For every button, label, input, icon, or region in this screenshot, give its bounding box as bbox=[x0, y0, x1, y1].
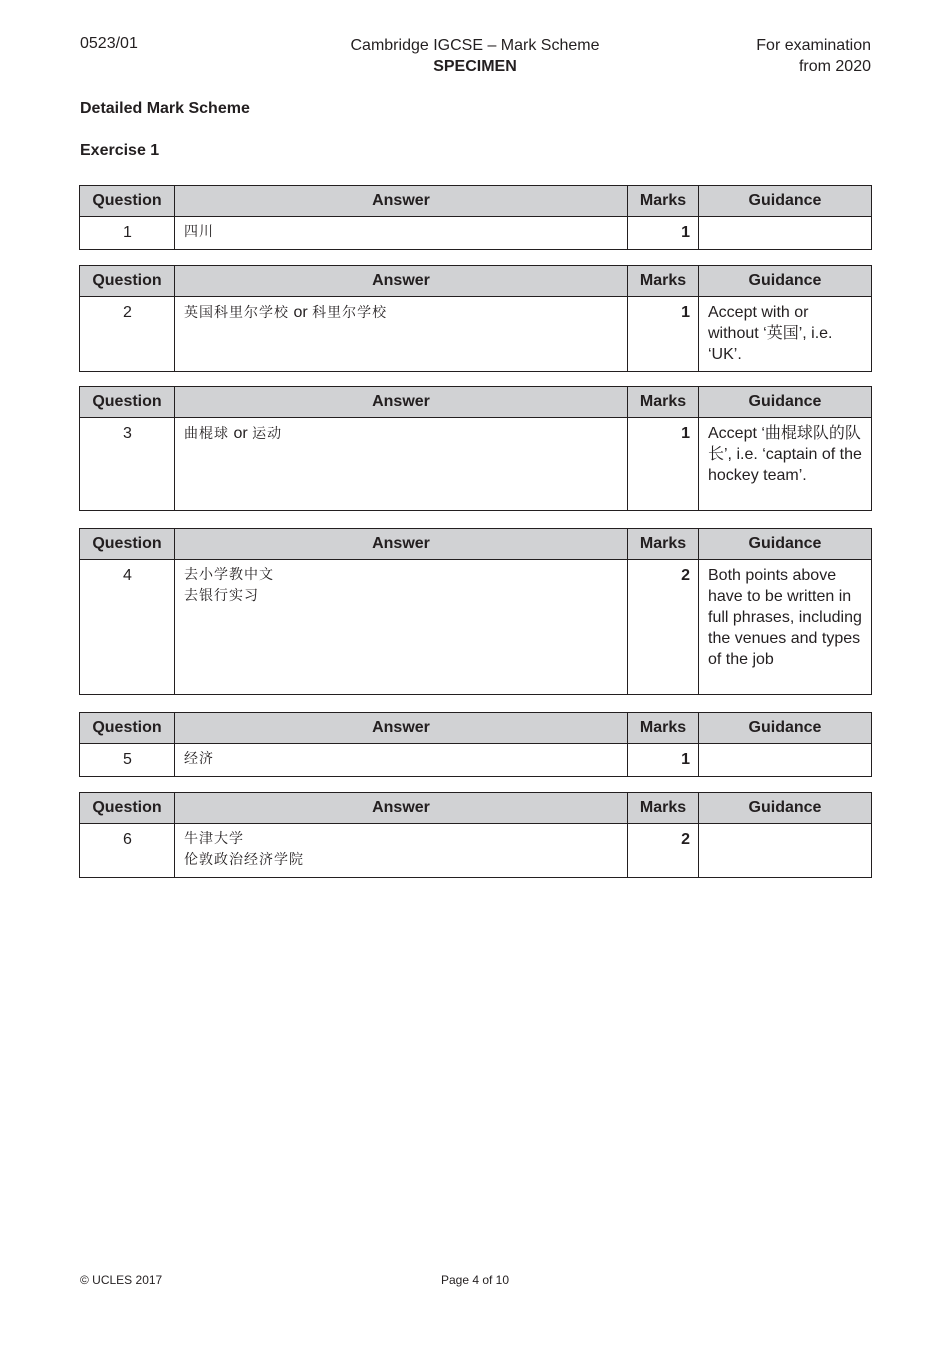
marks-col-header: Marks bbox=[628, 186, 699, 217]
guidance-col-header: Guidance bbox=[699, 529, 872, 560]
question-col-header: Question bbox=[80, 529, 175, 560]
exam-line-2: from 2020 bbox=[798, 58, 871, 75]
question-col-header: Question bbox=[80, 387, 175, 418]
table-header-row bbox=[80, 713, 872, 744]
answer-cell bbox=[175, 217, 628, 250]
marks-value: 1 bbox=[628, 297, 699, 372]
marks-col-header: Marks bbox=[628, 793, 699, 824]
guidance-col-header: Guidance bbox=[699, 713, 872, 744]
table-row bbox=[80, 824, 872, 878]
answer-line: 去银行实习 bbox=[184, 588, 259, 604]
marks-value: 1 bbox=[628, 744, 699, 777]
answer-col-header: Answer bbox=[175, 713, 628, 744]
guidance-col-header: Guidance bbox=[699, 266, 872, 297]
answer-col-header: Answer bbox=[175, 387, 628, 418]
answer-line: 伦敦政治经济学院 bbox=[184, 852, 304, 868]
answer-cell bbox=[175, 418, 628, 511]
question-number: 5 bbox=[80, 744, 175, 777]
table-row bbox=[80, 744, 872, 777]
answer-cell bbox=[175, 824, 628, 878]
answer-cell bbox=[175, 297, 628, 372]
table-header-row bbox=[80, 186, 872, 217]
copyright-notice: © UCLES 2017 bbox=[80, 1273, 163, 1287]
question-col-header: Question bbox=[80, 266, 175, 297]
marks-col-header: Marks bbox=[628, 713, 699, 744]
answer-cell bbox=[175, 744, 628, 777]
question-col-header: Question bbox=[80, 713, 175, 744]
specimen-label: SPECIMEN bbox=[433, 58, 517, 75]
answer-line: 英国科里尔学校 or 科里尔学校 bbox=[184, 304, 388, 321]
table-header-row bbox=[80, 793, 872, 824]
guidance-cell: Accept ‘曲棍球队的队长’, i.e. ‘captain of the hockey team’. bbox=[699, 418, 872, 511]
table-row bbox=[80, 560, 872, 695]
answer-col-header: Answer bbox=[175, 793, 628, 824]
page-number: Page 4 of 10 bbox=[440, 1273, 510, 1287]
marks-value: 1 bbox=[628, 418, 699, 511]
answer-line: 曲棍球 or 运动 bbox=[184, 425, 283, 442]
question-table-3 bbox=[79, 386, 872, 511]
question-col-header: Question bbox=[80, 186, 175, 217]
question-number: 1 bbox=[80, 217, 175, 250]
exercise-heading: Exercise 1 bbox=[80, 142, 160, 159]
marks-value: 2 bbox=[628, 560, 699, 695]
question-number: 2 bbox=[80, 297, 175, 372]
table-row bbox=[80, 217, 872, 250]
question-number: 6 bbox=[80, 824, 175, 878]
marks-value: 1 bbox=[628, 217, 699, 250]
answer-col-header: Answer bbox=[175, 266, 628, 297]
marks-col-header: Marks bbox=[628, 266, 699, 297]
exam-line-1: For examination bbox=[756, 37, 871, 54]
answer-line: 经济 bbox=[184, 751, 214, 767]
answer-line: 四川 bbox=[184, 224, 214, 240]
question-table-5 bbox=[79, 712, 872, 777]
table-header-row bbox=[80, 387, 872, 418]
question-table-2 bbox=[79, 265, 872, 372]
guidance-col-header: Guidance bbox=[699, 186, 872, 217]
guidance-cell bbox=[699, 824, 872, 878]
answer-col-header: Answer bbox=[175, 186, 628, 217]
guidance-col-header: Guidance bbox=[699, 387, 872, 418]
guidance-cell: Accept with or without ‘英国’, i.e. ‘UK’. bbox=[699, 297, 872, 372]
question-number: 4 bbox=[80, 560, 175, 695]
guidance-cell: Both points above have to be written in full phrases, including the venues and types of the job bbox=[699, 560, 872, 695]
marks-col-header: Marks bbox=[628, 387, 699, 418]
marks-value: 2 bbox=[628, 824, 699, 878]
document-code: 0523/01 bbox=[80, 35, 138, 52]
answer-line: 牛津大学 bbox=[184, 831, 244, 847]
guidance-cell bbox=[699, 744, 872, 777]
question-table-1 bbox=[79, 185, 872, 250]
document-title: Cambridge IGCSE – Mark Scheme bbox=[350, 37, 600, 54]
answer-col-header: Answer bbox=[175, 529, 628, 560]
table-row bbox=[80, 418, 872, 511]
table-row bbox=[80, 297, 872, 372]
answer-line: 去小学教中文 bbox=[184, 567, 274, 583]
answer-cell bbox=[175, 560, 628, 695]
question-number: 3 bbox=[80, 418, 175, 511]
marks-col-header: Marks bbox=[628, 529, 699, 560]
guidance-col-header: Guidance bbox=[699, 793, 872, 824]
question-col-header: Question bbox=[80, 793, 175, 824]
table-header-row bbox=[80, 529, 872, 560]
header-title-block bbox=[275, 35, 675, 77]
question-table-4 bbox=[79, 528, 872, 695]
question-table-6 bbox=[79, 792, 872, 878]
guidance-cell bbox=[699, 217, 872, 250]
exam-date-block bbox=[756, 35, 871, 77]
table-header-row bbox=[80, 266, 872, 297]
section-heading: Detailed Mark Scheme bbox=[80, 100, 250, 117]
